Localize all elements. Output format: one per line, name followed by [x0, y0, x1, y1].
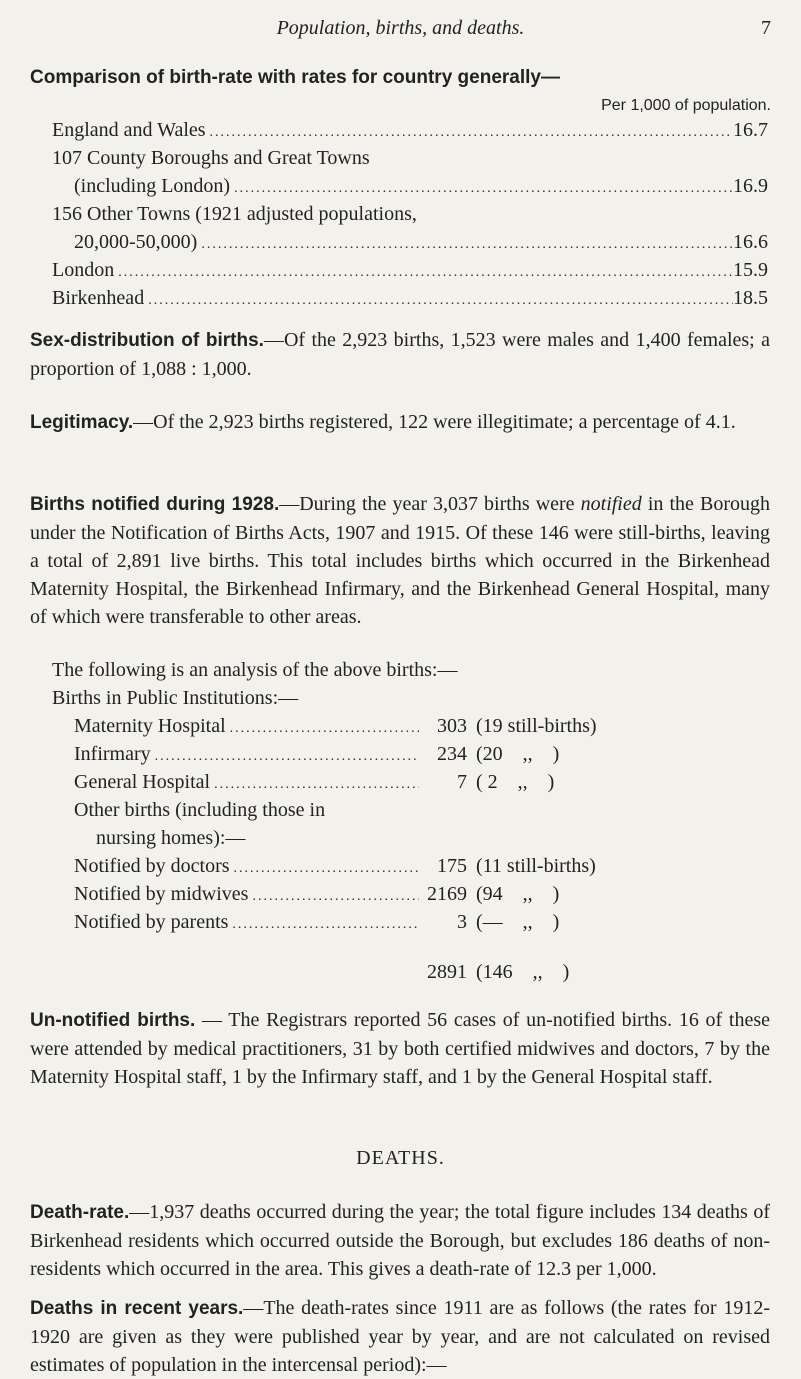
- recent-years-text: —The death-rates since 1911 are as follows (the rates for 1912-1920 are given as they were published year by year, and are not calculated on revised estimates of population in the intercensal period):—: [30, 1297, 770, 1376]
- comparison-value: 18.5: [733, 287, 768, 309]
- analysis-intro: The following is an analysis of the above births:—: [52, 659, 458, 681]
- page-number: 7: [761, 17, 771, 39]
- births-notified-text-a: —During the year 3,037 births were: [279, 493, 581, 515]
- running-head: [0, 14, 801, 44]
- analysis-total-row: [74, 958, 774, 986]
- analysis-note: (19 still-births): [476, 715, 597, 737]
- dot-leader: [144, 287, 733, 315]
- comparison-subheading: Per 1,000 of population.: [601, 97, 771, 114]
- comparison-row: [52, 256, 768, 284]
- comparison-value: 15.9: [733, 259, 768, 281]
- analysis-label: Notified by midwives: [74, 883, 249, 905]
- legitimacy-paragraph: [30, 408, 770, 437]
- comparison-label-line1: 156 Other Towns (1921 adjusted populations,: [52, 203, 417, 225]
- sex-distribution-paragraph: [30, 326, 770, 383]
- analysis-count: 7: [457, 771, 467, 793]
- comparison-row: [52, 116, 768, 144]
- comparison-label: Birkenhead: [52, 287, 145, 309]
- analysis-row: [74, 908, 774, 936]
- analysis-count: 303: [437, 715, 467, 737]
- analysis-label: General Hospital: [74, 771, 211, 793]
- analysis-total-count: 2891: [427, 961, 467, 983]
- analysis-note: (94 ,, ): [476, 883, 560, 905]
- analysis-label: Notified by parents: [74, 911, 229, 933]
- comparison-heading: Comparison of birth-rate with rates for country generally—: [30, 67, 560, 88]
- running-title: Population, births, and deaths.: [276, 17, 525, 39]
- sex-distribution-text: —Of the 2,923 births, 1,523 were males and 1,400 females; a proportion of 1,088 : 1,000.: [30, 329, 770, 380]
- other-births-heading: Other births (including those in: [74, 799, 326, 821]
- comparison-row: [74, 228, 768, 256]
- comparison-label-line1: 107 County Boroughs and Great Towns: [52, 147, 370, 169]
- unnotified-heading: Un-notified births.: [30, 1010, 196, 1031]
- legitimacy-heading: Legitimacy.: [30, 412, 134, 433]
- analysis-note: (— ,, ): [476, 911, 560, 933]
- dot-leader: [230, 855, 419, 883]
- dot-leader: [228, 911, 419, 939]
- dot-leader: [230, 175, 733, 203]
- analysis-count: 3: [457, 911, 467, 933]
- births-notified-paragraph: [30, 490, 770, 631]
- analysis-count: 2169: [427, 883, 467, 905]
- analysis-row: [74, 712, 774, 740]
- analysis-row: [74, 880, 774, 908]
- unnotified-paragraph: [30, 1006, 770, 1091]
- death-rate-text: —1,937 deaths occurred during the year; the total figure includes 134 deaths of Birkenhead residents which occurred outside the Borough, but excludes 186 deaths of non-residents which occurred in the area. This gives a death-rate of 12.3 per 1,000.: [30, 1201, 770, 1280]
- comparison-label: London: [52, 259, 115, 281]
- comparison-value: 16.9: [733, 175, 768, 197]
- comparison-label: England and Wales: [52, 119, 206, 141]
- death-rate-heading: Death-rate.: [30, 1202, 130, 1223]
- deaths-title: DEATHS.: [356, 1147, 445, 1169]
- comparison-label: (including London): [74, 175, 231, 197]
- dot-leader: [210, 771, 419, 799]
- births-notified-text-b: in the Borough under the Notification of Births Acts, 1907 and 1915. Of these 146 were still-births, leaving a total of 2,891 live births. This total includes births which occurred in the Birkenhead Maternity Hospital, the Birkenhead Infirmary, and the Birkenhead General Hospital, many of which were transferable to other areas.: [30, 493, 770, 628]
- analysis-total-note: (146 ,, ): [476, 961, 570, 983]
- comparison-value: 16.6: [733, 231, 768, 253]
- recent-years-heading: Deaths in recent years.: [30, 1298, 244, 1319]
- analysis-label: Infirmary: [74, 743, 151, 765]
- births-notified-emphasis: notified: [580, 493, 642, 515]
- dot-leader: [114, 259, 733, 287]
- analysis-row: [74, 768, 774, 796]
- analysis-count: 175: [437, 855, 467, 877]
- death-rate-paragraph: [30, 1198, 770, 1283]
- analysis-label: Maternity Hospital: [74, 715, 226, 737]
- analysis-note: ( 2 ,, ): [476, 771, 555, 793]
- comparison-row: [74, 172, 768, 200]
- analysis-note: (20 ,, ): [476, 743, 560, 765]
- analysis-label: Notified by doctors: [74, 855, 230, 877]
- analysis-row: [74, 740, 774, 768]
- analysis-count: 234: [437, 743, 467, 765]
- legitimacy-text: —Of the 2,923 births registered, 122 were illegitimate; a percentage of 4.1.: [133, 411, 736, 433]
- other-births-heading-cont: nursing homes):—: [96, 827, 246, 849]
- analysis-note: (11 still-births): [476, 855, 596, 877]
- dot-leader: [206, 119, 733, 147]
- comparison-row: [52, 284, 768, 312]
- dot-leader: [248, 883, 419, 911]
- sex-distribution-heading: Sex-distribution of births.: [30, 330, 264, 351]
- analysis-row: [74, 852, 774, 880]
- public-institutions-heading: Births in Public Institutions:—: [52, 687, 299, 709]
- comparison-value: 16.7: [733, 119, 768, 141]
- dot-leader: [197, 231, 733, 259]
- recent-years-paragraph: [30, 1294, 770, 1379]
- dot-leader: [151, 743, 419, 771]
- dot-leader: [226, 715, 419, 743]
- births-notified-heading: Births notified during 1928.: [30, 494, 280, 515]
- unnotified-text: — The Registrars reported 56 cases of un-notified births. 16 of these were attended by medical practitioners, 31 by both certified midwives and doctors, 7 by the Maternity Hospital staff, 1 by the Infirmary staff, and 1 by the General Hospital staff.: [30, 1009, 770, 1088]
- comparison-label: 20,000-50,000): [74, 231, 198, 253]
